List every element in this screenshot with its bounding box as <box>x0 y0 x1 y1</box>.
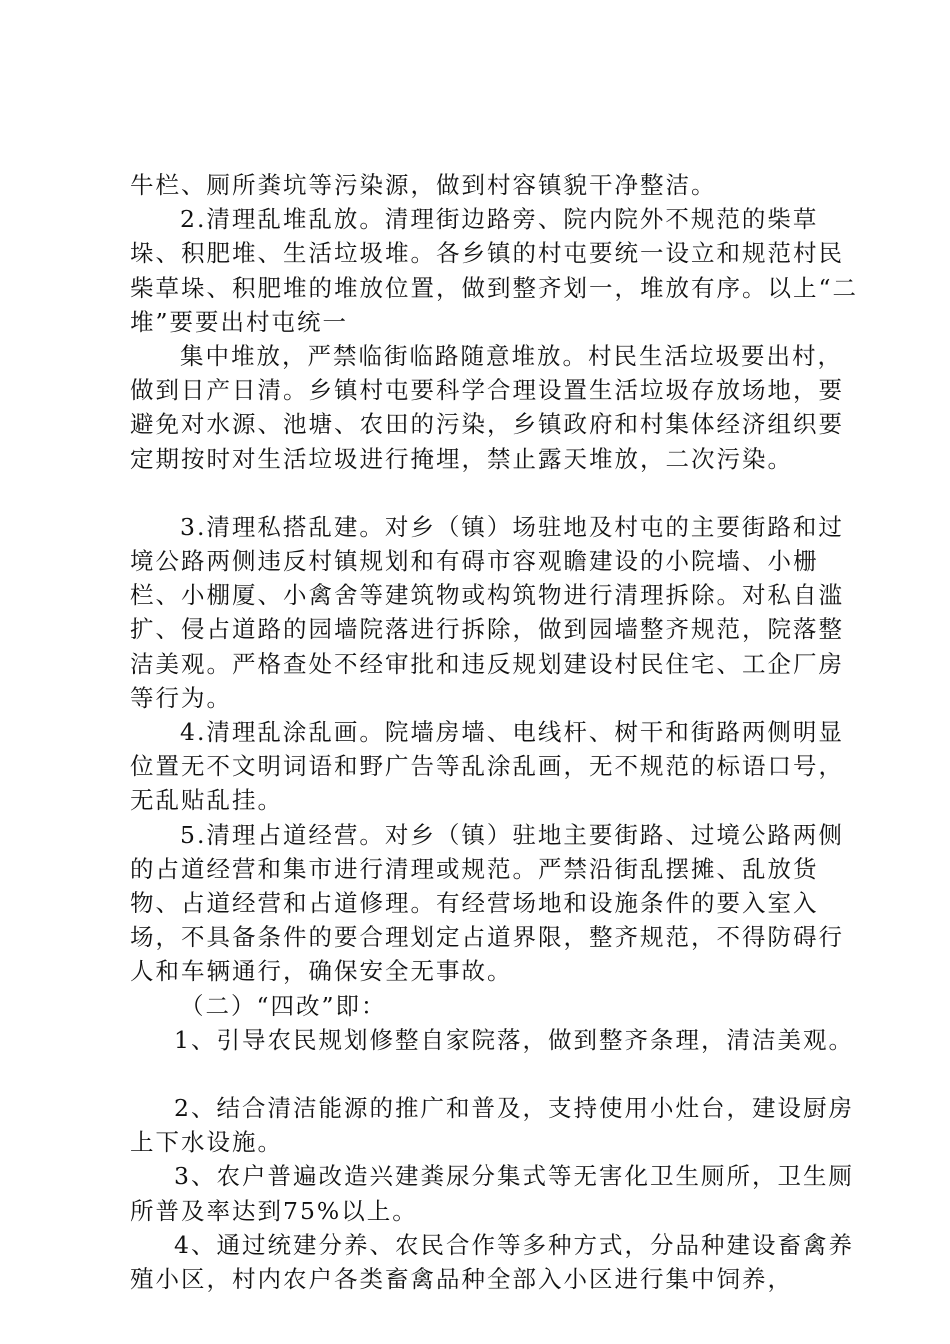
paragraph-gap <box>130 1057 860 1091</box>
paragraph-continuation: 牛栏、厕所粪坑等污染源，做到村容镇貌干净整洁。 <box>130 171 717 199</box>
list-item-4: 4、通过统建分养、农民合作等多种方式，分品种建设畜禽养殖小区，村内农户各类畜禽品种全部入小区进行集中饲养， <box>130 1230 854 1294</box>
paragraph-item-2: 2.清理乱堆乱放。清理街边路旁、院内院外不规范的柴草垛、积肥堆、生活垃圾堆。各乡镇的村屯要统一设立和规范村民柴草垛、积肥堆的堆放位置，做到整齐划一，堆放有序。以上“二堆”要要出村屯统一 <box>130 205 859 336</box>
paragraph-item-4: 4.清理乱涂乱画。院墙房墙、电线杆、树干和街路两侧明显位置无不文明词语和野广告等乱涂乱画，无不规范的标语口号，无乱贴乱挂。 <box>130 718 844 815</box>
paragraph-gap <box>130 476 860 510</box>
paragraph-item-5: 5.清理占道经营。对乡（镇）驻地主要街路、过境公路两侧的占道经营和集市进行清理或规范。严禁沿街乱摆摊、乱放货物、占道经营和占道修理。有经营场地和设施条件的要入室入场，不具备条件的要合理划定占道界限，整齐规范，不得防碍行人和车辆通行，确保安全无事故。 <box>130 820 844 986</box>
list-item-1: 1、引导农民规划修整自家院落，做到整齐条理，清洁美观。 <box>174 1025 854 1054</box>
section-heading-four-changes: （二）“四改”即： <box>180 991 387 1020</box>
list-item-3: 3、农户普遍改造兴建粪尿分集式等无害化卫生厕所，卫生厕所普及率达到75%以上。 <box>130 1162 854 1225</box>
paragraph-item-2-continued: 集中堆放，严禁临街临路随意堆放。村民生活垃圾要出村，做到日产日清。乡镇村屯要科学合理设置生活垃圾存放场地，要避免对水源、池塘、农田的污染，乡镇政府和村集体经济组织要定期按时对生活垃圾进行掩埋，禁止露天堆放，二次污染。 <box>130 342 844 473</box>
paragraph-item-3: 3.清理私搭乱建。对乡（镇）场驻地及村屯的主要街路和过境公路两侧违反村镇规划和有碍市容观瞻建设的小院墙、小栅栏、小棚厦、小禽舍等建筑物或构筑物进行清理拆除。对私自滥扩、侵占道路的园墙院落进行拆除，做到园墙整齐规范，院落整洁美观。严格查处不经审批和违反规划建设村民住宅、工企厂房等行为。 <box>130 512 844 712</box>
document-body <box>130 168 860 1296</box>
list-item-2: 2、结合清洁能源的推广和普及，支持使用小灶台，建设厨房上下水设施。 <box>130 1094 854 1157</box>
